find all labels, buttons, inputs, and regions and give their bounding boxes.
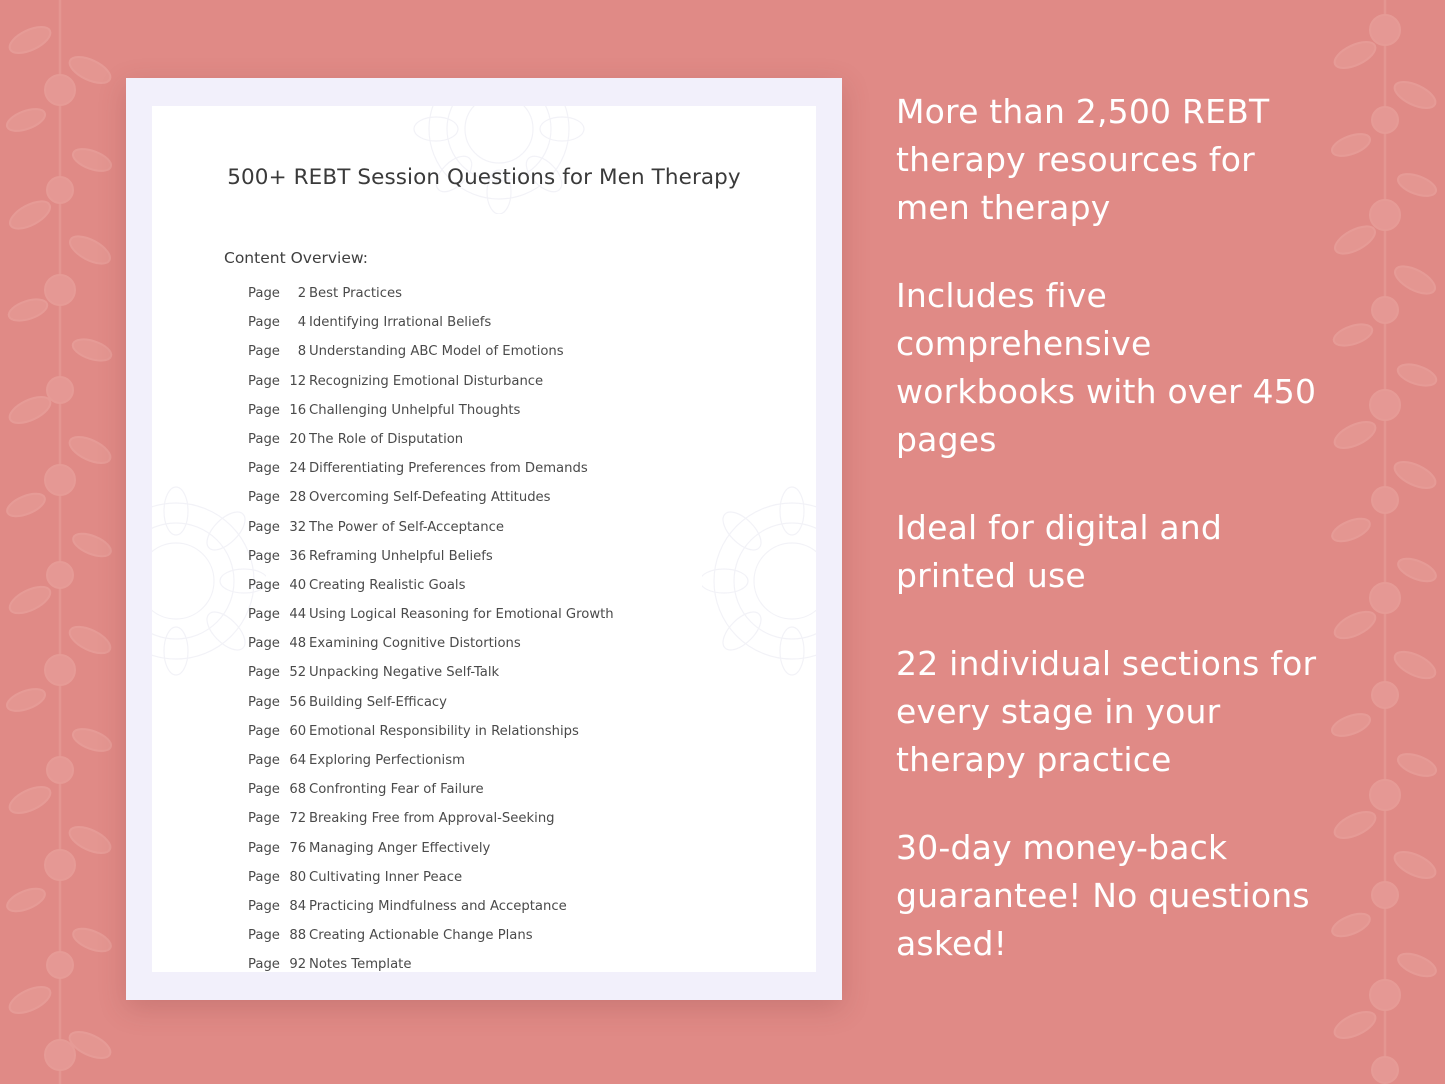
toc-page-number: Page 28 bbox=[248, 490, 307, 506]
mandala-ornament-top-icon bbox=[384, 106, 614, 214]
toc-row[interactable] bbox=[248, 520, 788, 549]
toc-row[interactable] bbox=[248, 870, 788, 899]
toc-entry-label: Exploring Perfectionism bbox=[309, 753, 465, 768]
toc-row[interactable] bbox=[248, 899, 788, 928]
toc-row[interactable] bbox=[248, 841, 788, 870]
toc-entry-label: Recognizing Emotional Disturbance bbox=[309, 373, 544, 389]
marketing-claim: 30-day money-back guarantee! No questions asked! bbox=[896, 828, 1310, 963]
toc-row[interactable] bbox=[248, 607, 788, 636]
marketing-claim: More than 2,500 REBT therapy resources for men therapy bbox=[896, 92, 1270, 227]
toc-page-number: Page 36 bbox=[248, 548, 307, 564]
document-page bbox=[152, 106, 816, 972]
floral-border-right-icon bbox=[1325, 0, 1445, 1084]
toc-row[interactable] bbox=[248, 782, 788, 811]
toc-row[interactable] bbox=[248, 724, 788, 753]
toc-page-number: Page 40 bbox=[248, 577, 307, 593]
toc-entry-label: The Power of Self-Acceptance bbox=[309, 519, 504, 535]
toc-row[interactable] bbox=[248, 403, 788, 432]
content-overview-label: Content Overview: bbox=[224, 249, 368, 267]
toc-page-number: Page 48 bbox=[248, 636, 307, 652]
toc-page-number: Page 76 bbox=[248, 840, 307, 856]
toc-row[interactable] bbox=[248, 374, 788, 403]
toc-row[interactable] bbox=[248, 461, 788, 490]
marketing-copy bbox=[896, 88, 1326, 1008]
toc-entry-label: Breaking Free from Approval-Seeking bbox=[309, 811, 555, 827]
marketing-claim: Ideal for digital and printed use bbox=[896, 508, 1223, 595]
toc-row[interactable] bbox=[248, 549, 788, 578]
document-preview-card bbox=[126, 78, 842, 1000]
toc-entry-label: Unpacking Negative Self-Talk bbox=[309, 665, 500, 681]
toc-entry-label: Managing Anger Effectively bbox=[309, 840, 491, 856]
toc-entry-label: Overcoming Self-Defeating Attitudes bbox=[309, 490, 551, 506]
toc-entry-label: Reframing Unhelpful Beliefs bbox=[309, 548, 493, 564]
toc-entry-label: Understanding ABC Model of Emotions bbox=[309, 344, 564, 360]
toc-row[interactable] bbox=[248, 490, 788, 519]
toc-entry-label: Emotional Responsibility in Relationships bbox=[309, 723, 579, 739]
toc-entry-label: Identifying Irrational Beliefs bbox=[309, 315, 492, 331]
toc-page-number: Page 56 bbox=[248, 694, 307, 710]
toc-page-number: Page 16 bbox=[248, 402, 307, 418]
toc-page-number: Page 4 bbox=[248, 315, 307, 331]
toc-row[interactable] bbox=[248, 344, 788, 373]
toc-page-number: Page 2 bbox=[248, 286, 307, 301]
toc-entry-label: Using Logical Reasoning for Emotional Growth bbox=[309, 607, 614, 623]
toc-page-number: Page 60 bbox=[248, 723, 307, 739]
toc-page-number: Page 12 bbox=[248, 373, 307, 389]
toc-entry-label: Practicing Mindfulness and Acceptance bbox=[309, 898, 567, 914]
toc-entry-label: Notes Template bbox=[309, 957, 412, 972]
toc-page-number: Page 68 bbox=[248, 782, 307, 798]
toc-row[interactable] bbox=[248, 753, 788, 782]
toc-page-number: Page 44 bbox=[248, 607, 307, 623]
toc-page-number: Page 20 bbox=[248, 431, 307, 447]
table-of-contents bbox=[248, 286, 788, 972]
toc-entry-label: Confronting Fear of Failure bbox=[309, 782, 484, 798]
floral-border-left-icon bbox=[0, 0, 120, 1084]
toc-page-number: Page 64 bbox=[248, 753, 307, 768]
marketing-claim: 22 individual sections for every stage in your therapy practice bbox=[896, 644, 1317, 779]
marketing-claim: Includes five comprehensive workbooks with over 450 pages bbox=[896, 276, 1317, 459]
toc-page-number: Page 72 bbox=[248, 811, 307, 827]
toc-row[interactable] bbox=[248, 928, 788, 957]
toc-page-number: Page 84 bbox=[248, 898, 307, 914]
toc-entry-label: Best Practices bbox=[309, 286, 402, 301]
toc-row[interactable] bbox=[248, 432, 788, 461]
toc-page-number: Page 88 bbox=[248, 928, 307, 944]
toc-entry-label: Challenging Unhelpful Thoughts bbox=[309, 402, 521, 418]
toc-entry-label: Cultivating Inner Peace bbox=[309, 869, 463, 885]
toc-row[interactable] bbox=[248, 315, 788, 344]
toc-entry-label: The Role of Disputation bbox=[309, 431, 464, 447]
toc-entry-label: Building Self-Efficacy bbox=[309, 694, 447, 710]
toc-row[interactable] bbox=[248, 636, 788, 665]
toc-page-number: Page 92 bbox=[248, 957, 307, 972]
toc-row[interactable] bbox=[248, 665, 788, 694]
toc-row[interactable] bbox=[248, 695, 788, 724]
toc-page-number: Page 24 bbox=[248, 461, 307, 477]
toc-entry-label: Creating Actionable Change Plans bbox=[309, 928, 533, 944]
toc-row[interactable] bbox=[248, 286, 788, 315]
toc-row[interactable] bbox=[248, 811, 788, 840]
toc-entry-label: Differentiating Preferences from Demands bbox=[309, 461, 588, 477]
document-title: 500+ REBT Session Questions for Men Therapy bbox=[227, 165, 741, 190]
toc-page-number: Page 32 bbox=[248, 519, 307, 535]
toc-page-number: Page 52 bbox=[248, 665, 307, 681]
toc-row[interactable] bbox=[248, 957, 788, 972]
toc-row[interactable] bbox=[248, 578, 788, 607]
toc-page-number: Page 80 bbox=[248, 869, 307, 885]
toc-entry-label: Examining Cognitive Distortions bbox=[309, 636, 521, 652]
toc-page-number: Page 8 bbox=[248, 344, 307, 360]
toc-entry-label: Creating Realistic Goals bbox=[309, 577, 466, 593]
